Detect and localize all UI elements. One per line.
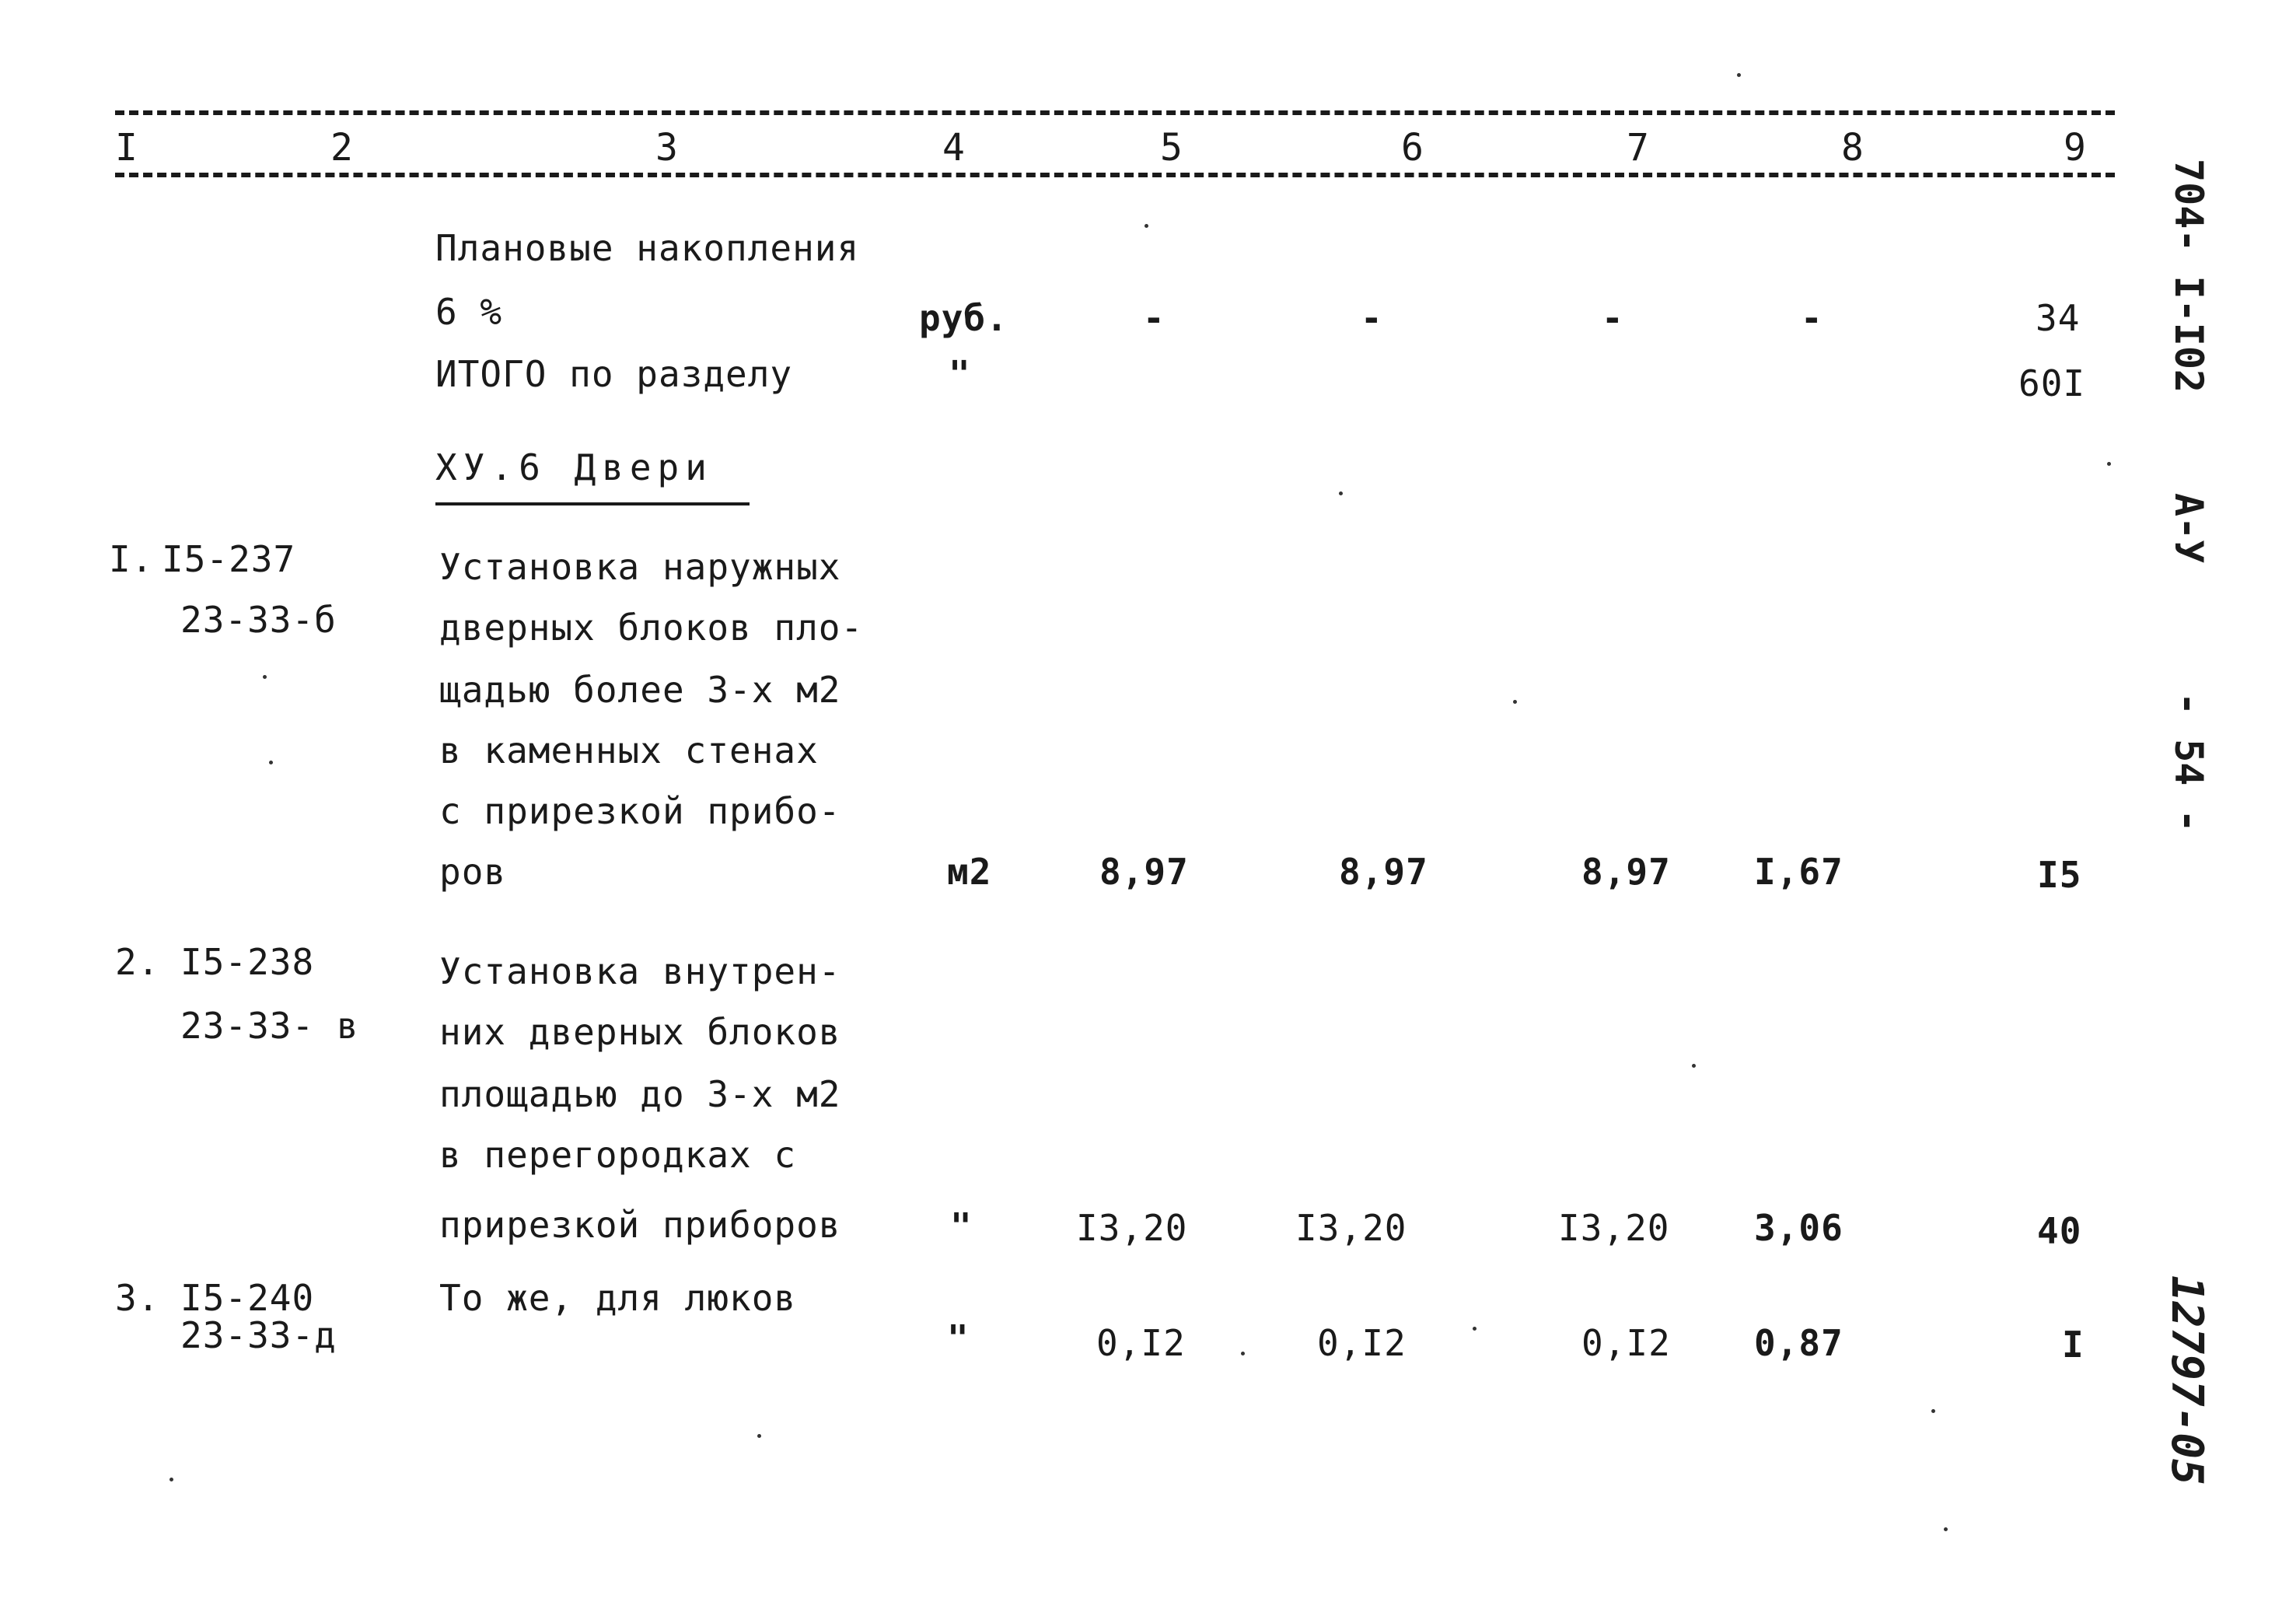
row-3-col9: I: [2062, 1324, 2085, 1366]
row-1-col9: I5: [2037, 854, 2082, 896]
row-3-number: 3.: [115, 1277, 160, 1319]
scan-speck: [269, 761, 273, 764]
row-3-col6: 0,I2: [1317, 1322, 1407, 1364]
section-heading: ХУ.6 Двери: [435, 446, 713, 488]
row-1-number: I.: [109, 538, 154, 580]
row-2-number: 2.: [115, 941, 160, 983]
header-top-rule: [115, 110, 2115, 115]
planned-savings-col5: -: [1143, 297, 1165, 339]
scan-speck: [1692, 1064, 1696, 1068]
planned-savings-unit: руб.: [919, 297, 1008, 339]
row-2-description-line: в перегородках с: [439, 1134, 797, 1176]
row-1-col6: 8,97: [1339, 851, 1428, 893]
row-1-col5: 8,97: [1099, 851, 1189, 893]
column-number-1: I: [115, 126, 138, 170]
section-total-value: 60I: [2018, 362, 2086, 404]
scan-speck: [1944, 1527, 1948, 1531]
row-2-col8: 3,06: [1754, 1207, 1843, 1249]
row-1-description-line: щадью более 3-х м2: [439, 669, 841, 711]
row-1-col8: I,67: [1754, 851, 1843, 893]
row-3-unit: ": [947, 1317, 970, 1359]
row-3-code: I5-240: [180, 1277, 315, 1319]
scan-speck: [1737, 73, 1741, 77]
row-2-col7: I3,20: [1558, 1207, 1670, 1249]
row-3-col7: 0,I2: [1581, 1322, 1671, 1364]
row-1-description-line: ров: [439, 851, 507, 893]
scan-speck: [263, 675, 267, 679]
planned-savings-col7: -: [1602, 297, 1624, 339]
row-2-unit: ": [950, 1205, 973, 1247]
planned-savings-col9: 34: [2036, 297, 2081, 339]
scan-speck: [1931, 1409, 1935, 1413]
row-1-description-line: в каменных стенах: [439, 729, 819, 771]
row-3-code-ref: 23-33-д: [180, 1314, 337, 1356]
column-number-6: 6: [1401, 126, 1424, 170]
section-heading-underline: [435, 502, 750, 505]
row-2-description-line: прирезкой приборов: [439, 1204, 841, 1246]
row-1-description-line: с прирезкой прибо-: [439, 790, 841, 832]
row-1-col7: 8,97: [1581, 851, 1671, 893]
margin-album-code: А-У: [2166, 493, 2211, 564]
row-2-description-line: площадью до 3-х м2: [439, 1073, 841, 1115]
section-total-label: ИТОГО по разделу: [435, 353, 793, 395]
margin-page-number: - 54 -: [2166, 692, 2211, 833]
row-3-description-line: То же, для люков: [439, 1277, 797, 1319]
scan-speck: [2107, 462, 2111, 466]
scan-speck: [1513, 700, 1517, 704]
row-1-code-ref: 23-33-б: [180, 599, 337, 641]
row-1-unit: м2: [947, 851, 992, 893]
row-2-code-ref: 23-33- в: [180, 1005, 359, 1047]
row-1-description-line: дверных блоков пло-: [439, 607, 864, 649]
column-number-8: 8: [1841, 126, 1864, 170]
planned-savings-col6: -: [1361, 297, 1383, 339]
section-total-unit: ": [949, 353, 971, 395]
row-2-col5: I3,20: [1076, 1207, 1188, 1249]
column-number-2: 2: [330, 126, 353, 170]
row-3-col8: 0,87: [1754, 1322, 1843, 1364]
scan-speck: [1339, 491, 1343, 495]
scan-speck: [757, 1434, 761, 1438]
planned-savings-col8: -: [1801, 297, 1823, 339]
row-1-description-line: Установка наружных: [439, 546, 841, 588]
row-2-description-line: них дверных блоков: [439, 1011, 841, 1053]
scan-speck: [169, 1478, 173, 1481]
column-number-3: 3: [655, 126, 678, 170]
header-bottom-rule: [115, 173, 2115, 177]
scan-speck: [1241, 1352, 1245, 1355]
planned-savings-percent: 6 %: [435, 291, 503, 333]
scan-speck: [1145, 224, 1148, 228]
column-number-4: 4: [942, 126, 965, 170]
scan-speck: [1473, 1327, 1476, 1331]
planned-savings-label: Плановые накопления: [435, 227, 860, 269]
row-2-code: I5-238: [180, 941, 315, 983]
row-2-description-line: Установка внутрен-: [439, 950, 841, 992]
row-2-col9: 40: [2037, 1210, 2082, 1252]
margin-inventory-number: 12797-05: [2161, 1275, 2212, 1485]
column-number-9: 9: [2064, 126, 2086, 170]
margin-document-code: 704- I-I02: [2166, 159, 2211, 394]
row-3-col5: 0,I2: [1096, 1322, 1186, 1364]
row-1-code: I5-237: [162, 538, 296, 580]
column-number-7: 7: [1627, 126, 1649, 170]
row-2-col6: I3,20: [1295, 1207, 1407, 1249]
column-number-5: 5: [1160, 126, 1183, 170]
